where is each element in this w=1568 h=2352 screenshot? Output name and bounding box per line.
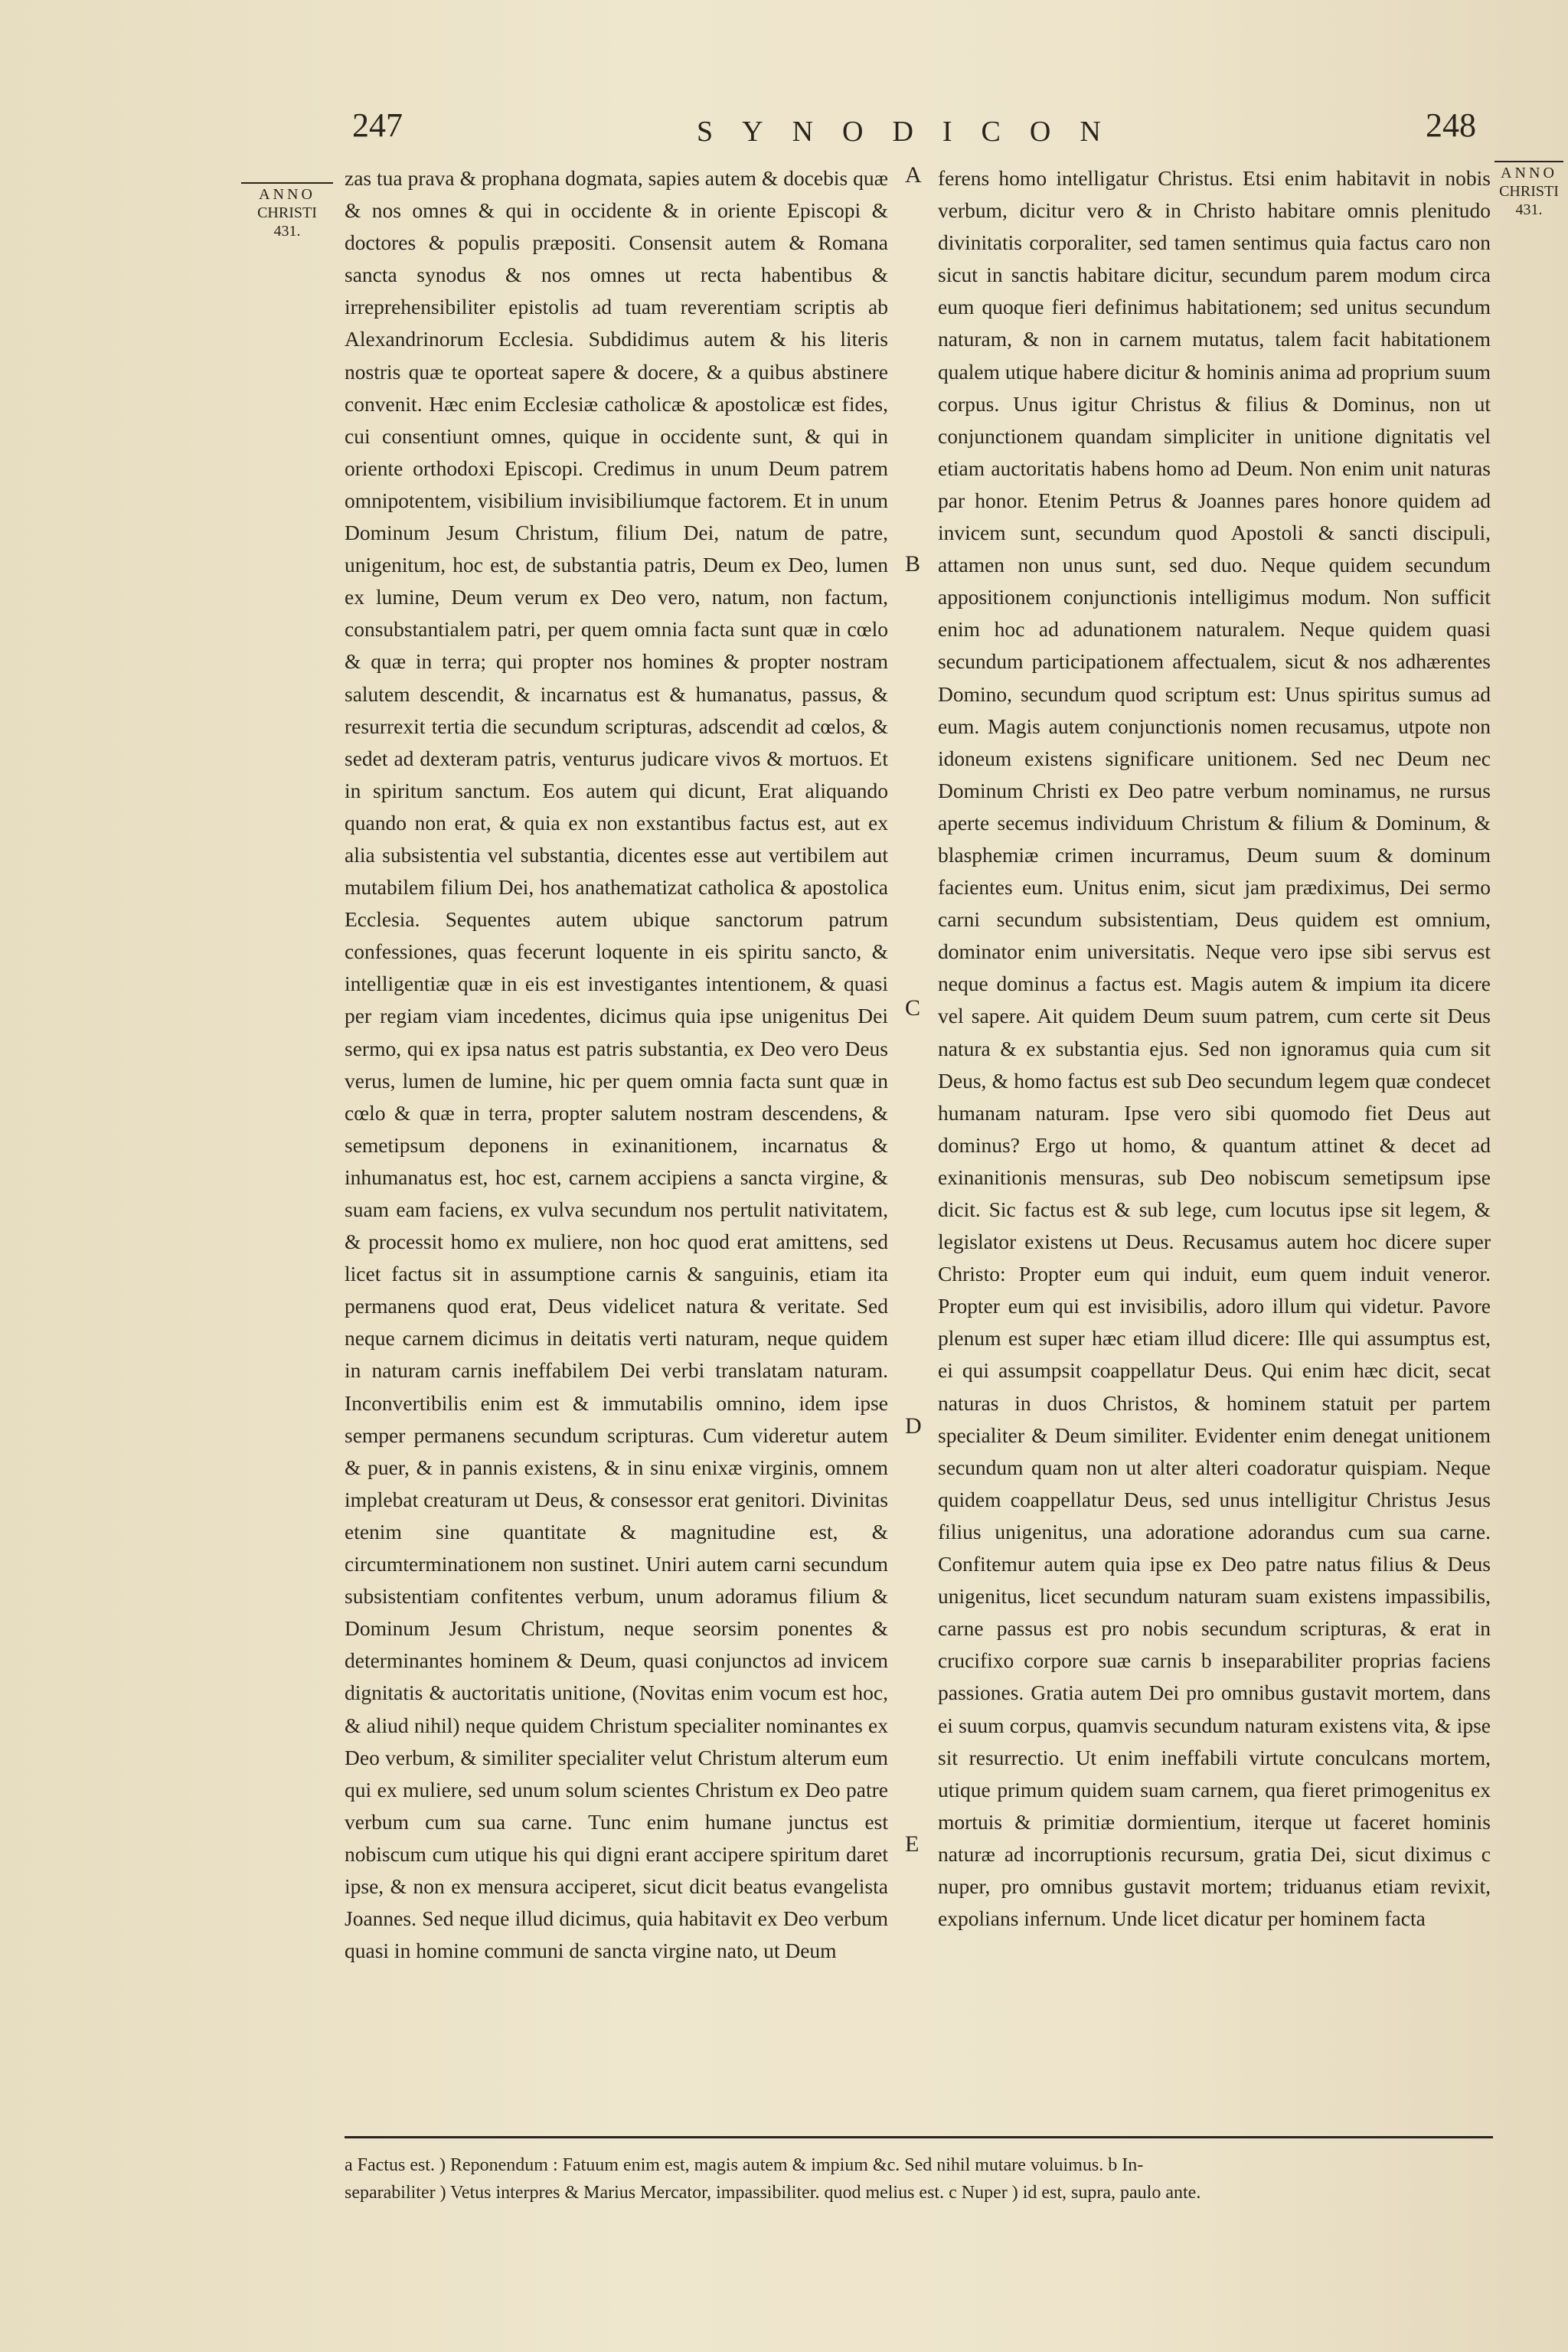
text-column-right	[938, 162, 1491, 1935]
running-head: SYNODICON	[697, 116, 1130, 148]
margin-note-right	[1494, 161, 1563, 219]
margin-note-left	[241, 182, 333, 240]
section-letter-d: D	[905, 1413, 922, 1439]
page-number-left: 247	[352, 106, 403, 144]
text-column-left	[345, 162, 888, 1967]
margin-year-left: 431.	[273, 223, 301, 240]
footnotes	[345, 2151, 1493, 2207]
section-letter-a: A	[905, 162, 922, 188]
section-letter-e: E	[905, 1831, 920, 1857]
page-number-right: 248	[1426, 106, 1476, 144]
margin-christi-left: CHRISTI	[257, 204, 317, 221]
margin-anno-left: ANNO	[259, 186, 315, 203]
footnote-rule	[345, 2136, 1493, 2138]
margin-year-right: 431.	[1515, 201, 1543, 218]
footnote-line-1: a Factus est. ) Reponendum : Fatuum enim est, magis autem & impium &c. Sed nihil mutare voluimus. b In-	[345, 2155, 1144, 2175]
section-letter-c: C	[905, 995, 921, 1021]
section-letter-b: B	[905, 551, 921, 577]
margin-anno-right: ANNO	[1501, 165, 1557, 181]
column-right-text: ferens homo intelligatur Christus. Etsi enim habitavit in nobis verbum, dicitur vero & in Christo habitare omnis plenitudo divinitatis corporaliter, sed tamen sentimus quia factus caro non sicut in sanctis habitare dicitur, secundum parem modum circa eum quoque fieri definimus habitationem; sed unitus secundum naturam, & non in carnem mutatus, talem facit habitationem qualem utique habere dicitur & hominis anima ad proprium suum corpus. Unus igitur Christus & filius & Dominus, non ut conjunctionem quandam simpliciter in unitione dignitatis vel etiam auctoritatis habens homo ad Deum. Non enim unit naturas par honor. Etenim Petrus & Joannes pares honore quidem ad invicem sunt, secundum quod Apostoli & sancti discipuli, attamen non unus sunt, sed duo. Neque quidem secundum appositionem conjunctionis intelligimus modum. Non sufficit enim hoc ad adunationem naturalem. Neque quidem quasi secundum participationem affectualem, sicut & nos adhærentes Domino, secundum quod scriptum est: Unus spiritus sumus ad eum. Magis autem conjunctionis nomen recusamus, utpote non idoneum existens significare unitionem. Sed nec Deum nec Dominum Christi ex Deo patre verbum nominamus, ne rursus aperte secemus individuum Christum & filium & Dominum, & blasphemiæ crimen incurramus, Deum suum & dominum facientes eum. Unitus enim, sicut jam prædiximus, Dei sermo carni secundum subsistentiam, Deus quidem est omnium, dominator enim universitatis. Neque vero ipse sibi servus est neque dominus a factus est. Magis autem & impium ita dicere vel sapere. Ait quidem Deum suum patrem, cum certe sit Deus natura & ex substantia ejus. Sed non ignoramus quia cum sit Deus, & homo factus est sub Deo secundum legem quæ condecet humanam naturam. Ipse vero sibi quomodo fiet Deus aut dominus? Ergo ut homo, & quantum attinet & decet ad exinanitionis mensuras, sub Deo nobiscum semetipsum ipse dicit. Sic factus est & sub lege, cum locutus ipse sit legem, & legislator existens ut Deus. Recusamus autem hoc dicere super Christo: Propter eum qui induit, eum quem induit veneror. Propter eum qui est invisibilis, adoro illum qui videtur. Pavore plenum est super hæc etiam illud dicere: Ille qui assumptus est, ei qui assumpsit coappellatur Deus. Qui enim hæc dicit, secat naturas in duos Christos, & hominem statuit per partem specialiter & Deum similiter. Evidenter enim denegat unitionem secundum quam non ut alter alteri coadoratur quispiam. Neque quidem coappellatur Deus, sed unus intelligitur Christus Jesus filius unigenitus, una adoratione adorandus cum sua carne. Confitemur autem quia ipse ex Deo patre natus filius & Deus unigenitus, licet secundum naturam suam existens impassibilis, carne passus est pro nobis secundum scripturas, & erat in crucifixo corpore suæ carnis b inseparabiliter proprias faciens passiones. Gratia autem Dei pro omnibus gustavit mortem, dans ei suum corpus, quamvis secundum naturam existens vita, & ipse sit resurrectio. Ut enim ineffabili virtute conculcans mortem, utique primum quidem suam carnem, qua fieret primogenitus ex mortuis & primitiæ dormientium, iterque ut faceret hominis naturæ ad incorruptionis recursum, gratia Dei, sicut diximus c nuper, pro omnibus gustavit mortem; triduanus etiam revixit, expolians infernum. Unde licet dicatur per hominem facta	[938, 166, 1491, 1931]
column-left-text: zas tua prava & prophana dogmata, sapies autem & docebis quæ & nos omnes & qui in occidente & in oriente Episcopi & doctores & populis præpositi. Consensit autem & Romana sancta synodus & nos omnes ut recta habentibus & irreprehensibiliter epistolis ad tuam reverentiam scriptis ab Alexandrinorum Ecclesia. Subdidimus autem & his literis nostris quæ te oporteat sapere & docere, & a quibus abstinere convenit. Hæc enim Ecclesiæ catholicæ & apostolicæ est fides, cui consentiunt omnes, quique in occidente sunt, & qui in oriente orthodoxi Episcopi. Credimus in unum Deum patrem omnipotentem, visibilium invisibiliumque factorem. Et in unum Dominum Jesum Christum, filium Dei, natum de patre, unigenitum, hoc est, de substantia patris, Deum ex Deo, lumen ex lumine, Deum verum ex Deo vero, natum, non factum, consubstantialem patri, per quem omnia facta sunt quæ in cœlo & quæ in terra; qui propter nos homines & propter nostram salutem descendit, & incarnatus est & humanatus, passus, & resurrexit tertia die secundum scripturas, adscendit ad cœlos, & sedet ad dexteram patris, venturus judicare vivos & mortuos. Et in spiritum sanctum. Eos autem qui dicunt, Erat aliquando quando non erat, & quia ex non exstantibus factus est, aut ex alia subsistentia vel substantia, dicentes esse aut vertibilem aut mutabilem filium Dei, hos anathematizat catholica & apostolica Ecclesia. Sequentes autem ubique sanctorum patrum confessiones, quas fecerunt loquente in eis spiritu sancto, & intelligentiæ quæ in eis est investigantes intentionem, & quasi per regiam viam incedentes, dicimus quia ipse unigenitus Dei sermo, qui ex ipsa natus est patris substantia, ex Deo vero Deus verus, lumen de lumine, hic per quem omnia facta sunt quæ in cœlo & quæ in terra, propter salutem nostram descendens, & semetipsum deponens in exinanitionem, incarnatus & inhumanatus est, hoc est, carnem accipiens a sancta virgine, & suam eam faciens, ex vulva secundum nos pertulit nativitatem, & processit homo ex muliere, non hoc quod erat amittens, sed licet factus sit in assumptione carnis & sanguinis, etiam ita permanens quod erat, Deus videlicet natura & veritate. Sed neque carnem dicimus in deitatis verti naturam, neque quidem in naturam carnis ineffabilem Dei verbi translatam naturam. Inconvertibilis enim est & immutabilis omnino, idem ipse semper permanens secundum scripturas. Cum videretur autem & puer, & in pannis existens, & in sinu enixæ virginis, omnem implebat creaturam ut Deus, & consessor erat genitori. Divinitas etenim sine quantitate & magnitudine est, & circumterminationem non sustinet. Uniri autem carni secundum subsistentiam confitentes verbum, unum adoramus filium & Dominum Jesum Christum, neque seorsim ponentes & determinantes hominem & Deum, quasi conjunctos ad invicem dignitatis & auctoritatis unitione, (Novitas enim vocum est hoc, & aliud nihil) neque quidem Christum specialiter nominantes ex Deo verbum, & similiter specialiter velut Christum alterum eum qui ex muliere, sed unum solum scientes Christum ex Deo patre verbum cum sua carne. Tunc enim humane junctus est nobiscum cum utique his qui digni erant accipere spiritum daret ipse, & non ex mensura acciperet, sicut dicit beatus evangelista Joannes. Sed neque illud dicimus, quia habitavit ex Deo verbum quasi in homine communi de sancta virgine nato, ut Deum	[345, 166, 888, 1963]
footnote-line-2: separabiliter ) Vetus interpres & Marius Mercator, impassibiliter. quod melius est. c Nuper ) id est, supra, paulo ante.	[345, 2183, 1201, 2203]
margin-rule-right	[1494, 161, 1563, 162]
margin-rule-left	[241, 182, 333, 184]
margin-christi-right: CHRISTI	[1499, 183, 1559, 200]
